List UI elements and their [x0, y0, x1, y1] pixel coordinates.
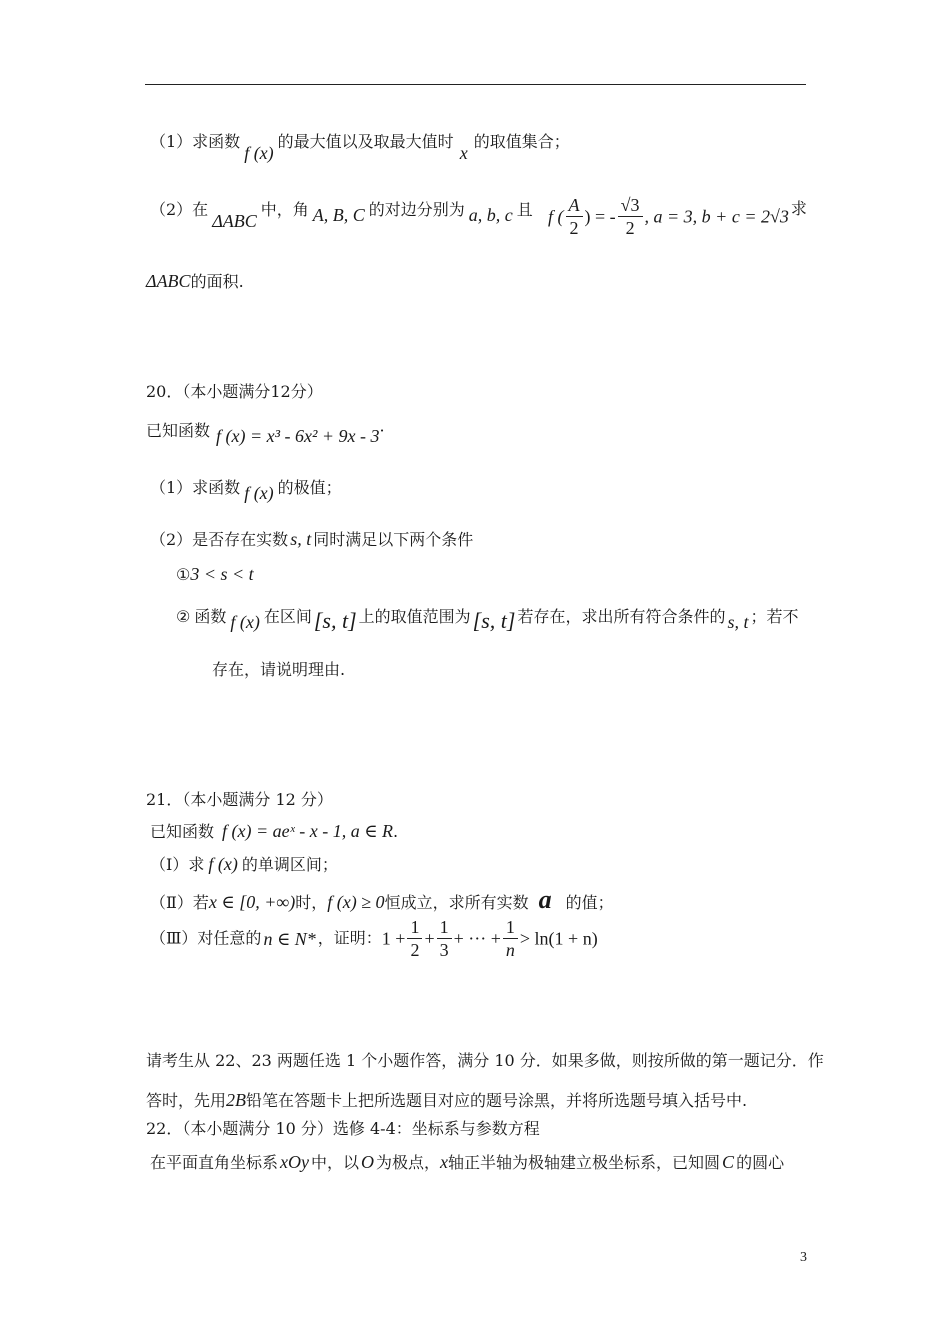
frac-numerator: 1 — [407, 918, 422, 939]
q21-function: f (x) = aeˣ - x - 1, a ∈ R — [222, 821, 394, 841]
q21-p3-end: > ln(1 + n) — [519, 928, 598, 949]
instructions-text: 答时，先用 — [146, 1091, 227, 1110]
q21-p2-ineq: f (x) ≥ 0 — [327, 892, 385, 912]
q22-circle: C — [722, 1152, 735, 1172]
q20-p1-text: （1）求函数 — [150, 478, 241, 497]
q20-p2-text2: 同时满足以下两个条件 — [313, 530, 474, 549]
q20-p1-f: f (x) — [244, 483, 274, 503]
q21-p2-text: （Ⅱ）若 — [150, 893, 209, 912]
circled-two: ② — [176, 607, 191, 626]
q20-given-end: · — [379, 421, 385, 440]
q20-cond2 — [176, 604, 799, 633]
q21-given-text: 已知函数 — [150, 822, 215, 841]
frac-denominator: 2 — [569, 218, 579, 238]
q20-cond2-st: s, t — [727, 612, 749, 632]
q20-p1-text2: 的极值； — [277, 478, 342, 497]
q19-p3-text: 的面积. — [190, 272, 244, 291]
q21-p3-text2: ，证明： — [317, 928, 382, 948]
q20-cond2-interval2: [s, t] — [472, 608, 516, 633]
q19-p2-frac-sqrt3 — [618, 196, 643, 237]
q19-part2-cont — [146, 272, 244, 290]
instructions-text2: 铅笔在答题卡上把所选题目对应的题号涂黑，并将所选题号填入括号中. — [246, 1091, 748, 1110]
q21-p3-n: n ∈ N* — [263, 928, 316, 949]
q21-p2-cond: x ∈ [0, +∞) — [208, 892, 296, 912]
q20-cond2-text4: 若存在，求出所有符合条件的 — [517, 607, 726, 626]
q20-given-text: 已知函数 — [146, 421, 211, 440]
q21-given — [150, 822, 398, 840]
q22-header: 22．（本小题满分 10 分）选修 4-4：坐标系与参数方程 — [146, 1119, 540, 1138]
q21-p1-f: f (x) — [208, 854, 238, 874]
q19-p1-text: （1）求函数 — [150, 132, 241, 151]
q21-p3-frac-half — [407, 918, 422, 959]
q22-body — [150, 1153, 784, 1171]
frac-numerator: 1 — [503, 918, 518, 939]
q21-p3-dots: + ··· + — [453, 928, 501, 949]
circled-one: ① — [176, 565, 191, 584]
q19-p2-text4: 且 — [516, 200, 533, 219]
q19-p1-x: x — [459, 143, 468, 163]
q19-p2-text2: 中，角 — [260, 200, 309, 219]
q19-p2-conditions: , a = 3, b + c = 2√3 — [644, 206, 789, 227]
q22-x: x — [440, 1152, 449, 1172]
q21-p1-text: （Ⅰ）求 — [150, 855, 205, 874]
q20-cond2-text: 函数 — [194, 607, 227, 626]
q22-o: O — [361, 1152, 375, 1172]
instructions-line1: 请考生从 22、23 两题任选 1 个小题作答，满分 10 分．如果多做，则按所做的第一题记分．作 — [146, 1051, 824, 1070]
q21-p3-frac-n — [503, 918, 518, 959]
q20-part1 — [150, 478, 342, 503]
q19-p2-sides: a, b, c — [468, 205, 513, 225]
q19-p2-f: f ( — [548, 206, 564, 227]
q20-cond2-interval1: [s, t] — [313, 608, 357, 633]
q19-p2-text3: 的对边分别为 — [368, 200, 465, 219]
q20-header: 20．（本小题满分12分） — [146, 382, 323, 401]
page-number: 3 — [800, 1250, 807, 1265]
q19-part2 — [150, 200, 533, 231]
q22-text4: 轴正半轴为极轴建立极坐标系，已知圆 — [448, 1153, 721, 1172]
frac-numerator: 1 — [437, 918, 452, 939]
frac-denominator: n — [505, 940, 515, 960]
q19-p3-triangle: ΔABC — [146, 271, 191, 291]
frac-numerator: A — [566, 196, 583, 217]
q21-p3-plus: + — [424, 928, 435, 949]
q22-xoy: xOy — [280, 1152, 309, 1172]
frac-denominator: 3 — [439, 940, 449, 960]
q19-p2-triangle: ΔABC — [212, 211, 257, 231]
q20-cond2-text3: 上的取值范围为 — [358, 607, 471, 626]
q21-p3-one: 1 + — [381, 928, 406, 949]
q21-part3 — [150, 918, 598, 959]
q19-p2-text5: 求 — [790, 198, 807, 218]
q22-text3: 为极点， — [376, 1153, 441, 1172]
q20-cond2-text5: ；若不 — [750, 607, 799, 626]
q20-function: f (x) = x³ - 6x² + 9x - 3 — [216, 426, 380, 446]
q20-cond2-text2: 在区间 — [263, 607, 312, 626]
q21-p2-text3: 恒成立，求所有实数 — [384, 893, 529, 912]
q21-given-end: . — [393, 822, 399, 841]
q20-p2-text: （2）是否存在实数 — [150, 530, 289, 549]
q20-p2-st: s, t — [290, 529, 312, 549]
q19-p2-formula — [548, 196, 807, 237]
q22-text: 在平面直角坐标系 — [150, 1153, 279, 1172]
instructions-line2 — [146, 1091, 747, 1109]
frac-numerator: √3 — [618, 196, 643, 217]
q20-given — [146, 421, 385, 446]
q20-cond2-line2: 存在，请说明理由. — [212, 660, 346, 679]
q19-p1-fx: f (x) — [244, 143, 274, 163]
q22-text5: 的圆心 — [736, 1153, 785, 1172]
q21-header: 21．（本小题满分 12 分） — [146, 790, 333, 809]
frac-denominator: 2 — [410, 940, 420, 960]
q19-p2-eq: ) = - — [584, 206, 616, 227]
q19-p2-angles: A, B, C — [312, 205, 365, 225]
q19-part1 — [150, 132, 570, 163]
q21-p3-frac-third — [437, 918, 452, 959]
q20-cond2-f: f (x) — [230, 612, 260, 632]
q20-part2 — [150, 530, 473, 548]
frac-denominator: 2 — [625, 218, 635, 238]
q21-p2-text2: 时， — [295, 893, 328, 912]
q21-part2 — [150, 887, 614, 913]
q21-p1-text2: 的单调区间； — [241, 855, 338, 874]
q19-p1-text3: 的取值集合； — [473, 132, 570, 151]
q20-cond1 — [176, 565, 254, 583]
q21-p3-text: （Ⅲ）对任意的 — [150, 928, 262, 948]
q21-p2-var: a — [538, 885, 552, 914]
q22-text2: 中，以 — [311, 1153, 360, 1172]
q19-p2-frac-a — [566, 196, 583, 237]
q21-p2-text4: 的值； — [565, 893, 614, 912]
header-rule — [145, 84, 806, 85]
q21-part1 — [150, 855, 338, 873]
q19-p2-text: （2）在 — [150, 200, 209, 219]
instructions-pencil: 2B — [226, 1090, 247, 1110]
q19-p1-text2: 的最大值以及取最大值时 — [277, 132, 454, 151]
q20-cond1-expr: 3 < s < t — [190, 564, 254, 584]
